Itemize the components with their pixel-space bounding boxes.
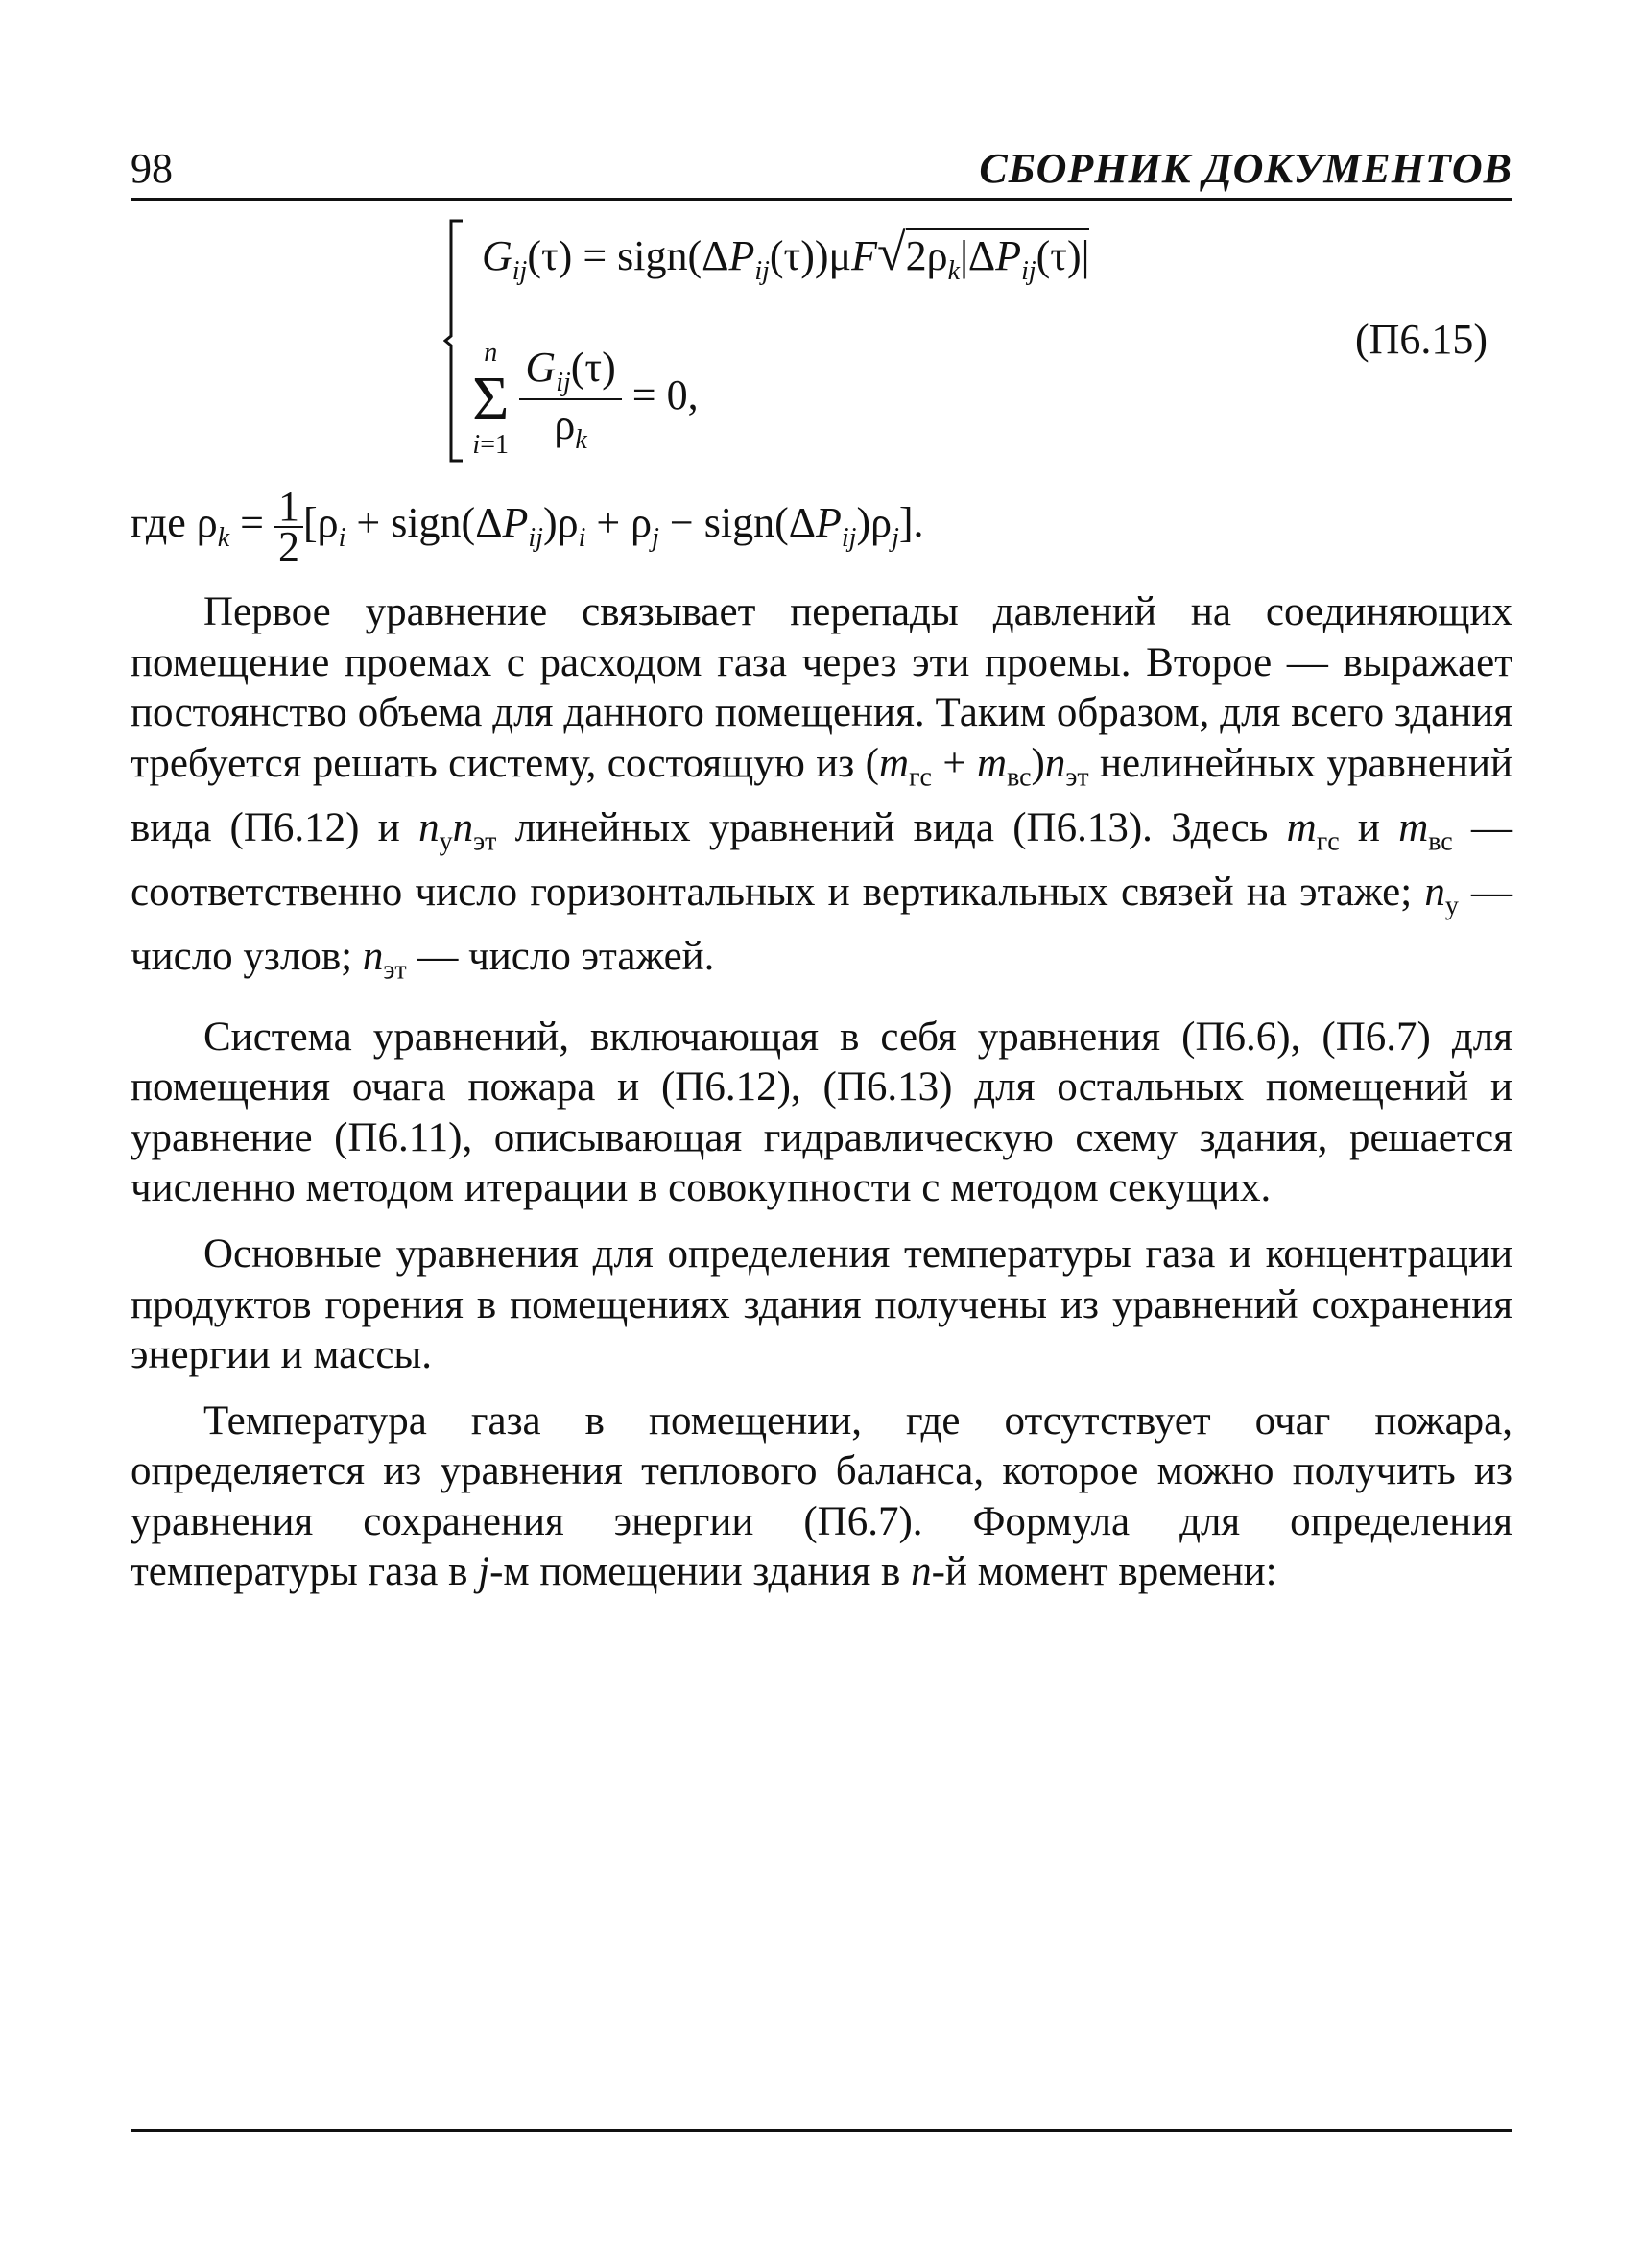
paragraph-3: Основные уравнения для определения температуры газа и концентрации продуктов горения в помещениях здания получены из уравнений сохранения энергии и массы. bbox=[131, 1230, 1512, 1378]
equation-system bbox=[443, 219, 1211, 480]
equation-row-1: $G_{ij}(\tau)$ = $sign(\Delta P_{ij}(\tau))\mu F√2\rho_k|\Delta P_{ij}(\tau)|$ bbox=[482, 224, 1090, 286]
paragraph-4: Температура газа в помещении, где отсутствует очаг пожара, определяется из уравнения теплового баланса, которое можно получить из уравнения сохранения энергии (П6.7). Формула для определения температуры газа в j-м помещении здания в n-й момент времени: bbox=[131, 1397, 1512, 1595]
paragraph-1: Первое уравнение связывает перепады давлений на соединяющих помещение проемах с расходом газа через эти проемы. Второе — выражает постоянство объема для данного помещения. Таким образом, для всего здания требуется решать систему, состоящую из $(m_{гс} + m_{вс})n_{эт}$ нелинейных уравнений вида (П6.12) и $n_уn_{эт}$ линейных уравнений вида (П6.13). Здесь $m_{гс}$ и $m_{вс}$ — соответственно число горизонтальных и вертикальных связей на этаже; $n_у$ — число узлов; $n_{эт}$ — число этажей. bbox=[131, 589, 1513, 986]
equation-row-2: n Σ i=1 $\frac{G_{ij}(\tau)}{\rho_k}$ = 0, bbox=[472, 338, 699, 460]
page-header bbox=[131, 144, 1512, 201]
footer-rule bbox=[131, 2129, 1512, 2132]
running-head: СБОРНИК ДОКУМЕНТОВ bbox=[979, 145, 1512, 192]
paragraph-2: Система уравнений, включающая в себя уравнения (П6.6), (П6.7) для помещения очага пожара и (П6.12), (П6.13) для остальных помещений и уравнение (П6.11), описывающая гидравлическую схему здания, решается численно методом итерации в совокупности с методом секущих. bbox=[131, 1014, 1512, 1211]
body-text bbox=[131, 587, 1512, 1613]
equation-number: (П6.15) bbox=[1355, 316, 1488, 363]
page-number: 98 bbox=[131, 145, 173, 192]
left-brace bbox=[443, 219, 464, 463]
where-line: где $\rho_k$ = $\frac{1}{2}[\rho_i$ + $sign(\Delta P_{ij})\rho_i + \rho_j$ − $sign(\Delta P_{ij})\rho_j$]. bbox=[131, 483, 924, 570]
